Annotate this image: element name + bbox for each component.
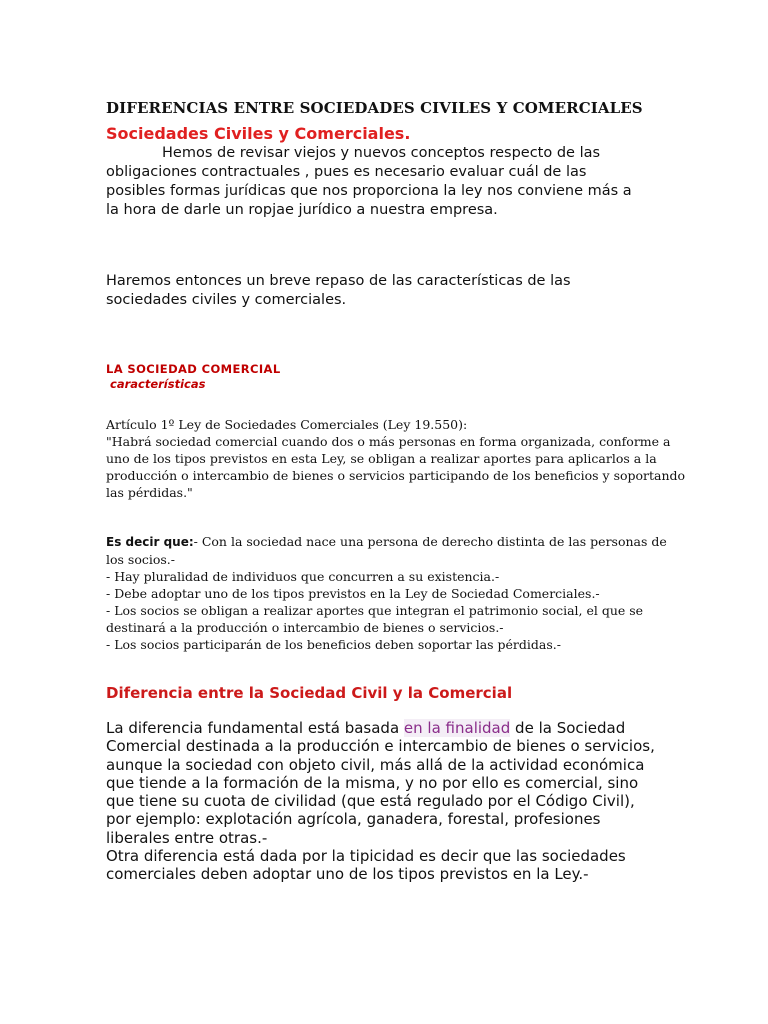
es-decir-line: los socios.- — [106, 552, 175, 567]
es-decir-paragraph — [106, 533, 666, 653]
articulo-line: "Habrá sociedad comercial cuando dos o más personas en forma organizada, conforme a — [106, 434, 671, 449]
diferencia-line: liberales entre otras.- — [106, 828, 268, 847]
es-decir-line: destinará a la producción o intercambio de bienes o servicios.- — [106, 620, 504, 635]
diferencia-paragraph — [106, 719, 666, 884]
comercial-subheading: características — [110, 377, 206, 391]
diferencia-line: aunque la sociedad con objeto civil, más allá de la actividad económica — [106, 755, 645, 774]
diferencia-text-after: de la Sociedad — [510, 719, 626, 737]
intro-line: Hemos de revisar viejos y nuevos conceptos respecto de las — [162, 145, 601, 161]
comercial-heading: LA SOCIEDAD COMERCIAL — [106, 362, 281, 376]
diferencia-heading: Diferencia entre la Sociedad Civil y la Comercial — [106, 684, 513, 702]
articulo-paragraph — [106, 416, 686, 501]
intro-paragraph — [106, 144, 666, 220]
diferencia-line: Otra diferencia está dada por la tipicidad es decir que las sociedades — [106, 847, 626, 866]
articulo-line: Artículo 1º Ley de Sociedades Comerciales (Ley 19.550): — [106, 417, 468, 432]
diferencia-line: comerciales deben adoptar uno de los tipos previstos en la Ley.- — [106, 865, 589, 884]
section-subtitle: Sociedades Civiles y Comerciales. — [106, 124, 411, 143]
diferencia-first-line — [106, 719, 666, 737]
es-decir-line: - Los socios participarán de los beneficios deben soportar las pérdidas.- — [106, 637, 561, 652]
es-decir-line: - Los socios se obligan a realizar aportes que integran el patrimonio social, el que se — [106, 603, 644, 618]
articulo-line: las pérdidas." — [106, 485, 193, 500]
document-page — [106, 98, 686, 884]
es-decir-first-rest: - Con la sociedad nace una persona de derecho distinta de las personas de — [193, 534, 667, 549]
diferencia-line: que tiene su cuota de civilidad (que está regulado por el Código Civil), — [106, 792, 635, 811]
diferencia-line: Comercial destinada a la producción e intercambio de bienes o servicios, — [106, 737, 655, 756]
document-title: DIFERENCIAS ENTRE SOCIEDADES CIVILES Y COMERCIALES — [106, 99, 643, 117]
repaso-line: Haremos entonces un breve repaso de las características de las — [106, 273, 571, 289]
es-decir-line: - Hay pluralidad de individuos que concurren a su existencia.- — [106, 569, 500, 584]
diferencia-text-before: La diferencia fundamental está basada — [106, 719, 404, 737]
repaso-paragraph — [106, 272, 666, 310]
articulo-line: producción o intercambio de bienes o servicios participando de los beneficios y soportando — [106, 468, 686, 483]
intro-line: obligaciones contractuales , pues es necesario evaluar cuál de las — [106, 164, 587, 180]
intro-line: la hora de darle un ropjae jurídico a nuestra empresa. — [106, 202, 498, 218]
diferencia-line: por ejemplo: explotación agrícola, ganadera, forestal, profesiones — [106, 810, 601, 829]
es-decir-first-line — [106, 533, 666, 551]
intro-line: posibles formas jurídicas que nos proporciona la ley nos conviene más a — [106, 183, 632, 199]
diferencia-line: que tiende a la formación de la misma, y no por ello es comercial, sino — [106, 773, 639, 792]
repaso-line: sociedades civiles y comerciales. — [106, 292, 347, 308]
es-decir-lead: Es decir que: — [106, 535, 194, 549]
articulo-line: uno de los tipos previstos en esta Ley, se obligan a realizar aportes para aplicarlos a la — [106, 451, 657, 466]
finalidad-link[interactable]: en la finalidad — [403, 719, 511, 737]
es-decir-line: - Debe adoptar uno de los tipos previstos en la Ley de Sociedad Comerciales.- — [106, 586, 600, 601]
